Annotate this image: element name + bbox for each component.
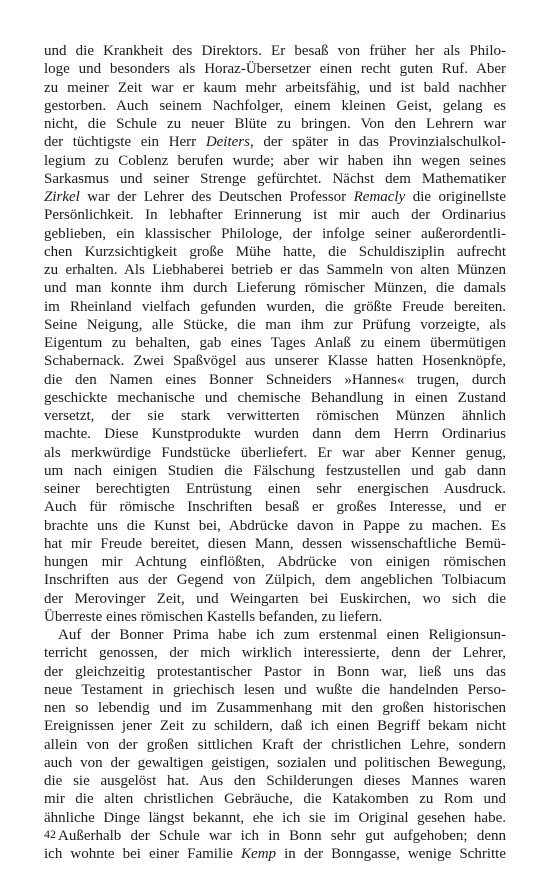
text-line: geschickte mechanische und chemische Behandlung in einen Zustand [44, 389, 506, 406]
text-span: der später in das Provinzialschulkol- [253, 134, 506, 151]
text-span: die originellste [405, 189, 506, 205]
text-line: Sarkasmus und seiner Strenge gefürchtet. Nächst dem Mathematiker [44, 170, 506, 187]
text-line [44, 133, 506, 151]
text-line: chen Kurzsichtigkeit große Mühe hatte, die Schuldisziplin aufrecht [44, 243, 506, 260]
text-line: gestorben. Auch seinem Nachfolger, einem kleinen Geist, gelang es [44, 97, 506, 114]
text-line: machte. Diese Kunstprodukte wurden dann dem Herrn Ordinarius [44, 426, 506, 443]
text-line [44, 845, 506, 863]
text-line: nen so lebendig und im Zusammenhang mit den großen historischen [44, 700, 506, 716]
text-line: Auf der Bonner Prima habe ich zum erstenmal einen Religionsun- [58, 627, 506, 643]
text-line: allein von der großen sittlichen Kraft der christlichen Lehre, sondern [44, 736, 506, 753]
text-line: hat mir Freude bereitet, diesen Mann, dessen wissenschaftliche Bemü- [44, 535, 506, 552]
text-line: Schabernack. Zwei Spaßvögel aus unserer Klasse hatten Hosenknöpfe, [44, 353, 506, 370]
text-line: auch von der gewaltigen geistigen, sozialen und politischen Bewegung, [44, 754, 506, 771]
text-line: Persönlichkeit. In lebhafter Erinnerung ist mir auch der Ordinarius [44, 207, 506, 224]
text-line: legium zu Coblenz berufen wurde; aber wir haben ihn wegen seines [44, 152, 506, 169]
text-line: um nach einigen Studien die Fälschung festzustellen und gab dann [44, 462, 506, 479]
text-line: neue Testament in griechisch lesen und wußte die handelnden Perso- [44, 681, 506, 698]
text-line: zu meiner Zeit war er kaum mehr arbeitsfähig, und ist bald nachher [44, 79, 506, 96]
text-span: der tüchtigste ein Herr [44, 134, 206, 151]
italic-name: Deiters, [205, 134, 254, 151]
text-line: die den Namen eines Bonner Schneiders »Hannes« trugen, durch [44, 371, 506, 388]
text-line: loge und besonders als Horaz-Übersetzer einen recht guten Ruf. Aber [44, 61, 506, 78]
text-line: der gleichzeitig protestantischer Pastor in Bonn war, ließ uns das [44, 663, 506, 680]
text-line: versetzt, der sie stark verwitterten römischen Münzen ähnlich [44, 408, 506, 424]
text-line: der Merovinger Zeit, und Weingarten bei Euskirchen, wo sich die [44, 590, 506, 607]
text-span: in der Bonngasse, wenige Schritte [276, 846, 506, 862]
text-line: Seine Neigung, alle Stücke, die man ihm zur Prüfung vorzeigte, als [44, 316, 506, 333]
text-line: brachte uns die Kunst bei, Abdrücke davon in Pappe zu machen. Es [44, 517, 506, 534]
text-line: Überreste eines römischen Kastells befanden, zu liefern. [44, 608, 383, 625]
page-text [44, 42, 506, 863]
text-line: Ereignissen jener Zeit zu schildern, daß ich einen Begriff bekam nicht [44, 718, 506, 735]
text-line: zu erhalten. Als Liebhaberei betrieb er das Sammeln von alten Münzen [44, 262, 506, 278]
text-line: und die Krankheit des Direktors. Er besaß von früher her als Philo- [44, 43, 506, 59]
page-number: 42 [44, 827, 56, 841]
text-line: Auch für römische Inschriften besaß er großes Interesse, und er [44, 499, 506, 516]
text-line: Inschriften aus der Gegend von Zülpich, dem angeblichen Tolbiacum [44, 572, 506, 589]
text-line [44, 188, 506, 206]
text-line: hungen mir Achtung einflößten, Abdrücke von einigen römischen [44, 554, 506, 570]
italic-name: Zirkel [44, 189, 80, 205]
text-line: mir die alten christlichen Gebräuche, die Katakomben zu Rom und [44, 791, 506, 808]
text-line: als merkwürdige Fundstücke überliefert. Er war aber Kenner genug, [44, 444, 506, 461]
text-line: die sie ausgelöst hat. Aus den Schilderungen dieses Mannes waren [44, 773, 506, 789]
text-line: im Rheinland vielfach gefunden wurden, die größte Freude bereiten. [44, 298, 506, 315]
text-line: Außerhalb der Schule war ich in Bonn sehr gut aufgehoben; denn [58, 827, 506, 844]
text-line: terricht genossen, der mich wirklich interessierte, denn der Lehrer, [44, 645, 506, 662]
text-line: geblieben, ein klassischer Philologe, der infolge seiner außerordentli- [44, 225, 506, 242]
text-line: seiner berechtigten Entrüstung einen sehr energischen Ausdruck. [44, 481, 506, 497]
text-span: ich wohnte bei einer Familie [44, 846, 242, 862]
italic-name: Kemp [241, 846, 277, 862]
text-line: und man konnte ihm durch Lieferung römischer Münzen, die damals [44, 280, 506, 297]
text-line: Eigentum zu behalten, gab eines Tages Anlaß zu einem übermütigen [44, 335, 506, 351]
text-span: war der Lehrer des Deutschen Professor [79, 189, 354, 205]
text-line: nicht, die Schule zu neuer Blüte zu bringen. Von den Lehrern war [44, 116, 506, 132]
italic-name: Remacly [353, 189, 406, 205]
text-line: ähnliche Dinge längst bekannt, ehe ich sie im Original gesehen habe. [44, 809, 506, 826]
